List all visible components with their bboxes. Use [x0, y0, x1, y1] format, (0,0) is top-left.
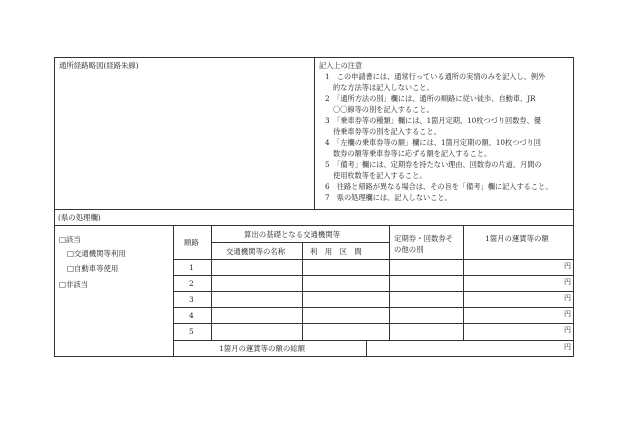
total-col-divider [366, 340, 367, 357]
row-number: 4 [189, 311, 194, 320]
usage-section-cell[interactable] [303, 260, 388, 275]
prefecture-title: (県の処理欄) [58, 213, 101, 222]
note-line: 2 「通所方法の別」欄には、通所の順路に従い徒歩、自動車、JR [325, 94, 536, 103]
notes-title: 記入上の注意 [319, 61, 363, 70]
route-sketch-title: 通所経路略図(経路朱線) [59, 61, 139, 70]
yen-unit: 円 [564, 326, 571, 334]
car-checkbox[interactable]: □自動車等使用 [67, 264, 119, 273]
row-number: 1 [189, 263, 194, 272]
total-fare-label: 1箇月の運賃等の額の総額 [219, 344, 306, 353]
note-line: 数券の額等乗車券等に応ずる額を記入すること。 [333, 149, 492, 158]
yen-unit: 円 [564, 343, 571, 351]
ticket-header: 定期券・回数券そ [394, 234, 454, 243]
route-notes-divider [314, 57, 315, 209]
route-sketch-area[interactable] [55, 72, 313, 208]
note-line: 〇〇線等の別を記入すること。 [333, 105, 434, 114]
note-line: 5 「備考」欄には、定期券を持たない理由、回数券の片道、月間の [325, 160, 542, 169]
row-number: 3 [189, 295, 194, 304]
yen-unit: 円 [564, 294, 571, 302]
note-line: 6 往路と帰路が異なる場合は、その旨を「備考」欄に記入すること。 [325, 182, 553, 191]
yen-unit: 円 [564, 262, 571, 270]
row-number: 5 [189, 327, 194, 336]
row-line [173, 291, 574, 292]
table-bottom-line [173, 340, 574, 341]
note-line: 使用枚数等を記入すること。 [333, 171, 427, 180]
note-line: 4 「左欄の乗車券等の額」欄には、1箇月定期の額、10枚つづり回 [325, 138, 541, 147]
ticket-type-cell[interactable] [390, 260, 462, 275]
note-line: 7 県の処理欄には、記入しないこと。 [325, 193, 452, 202]
monthly-fare-cell[interactable] [464, 260, 573, 275]
note-line: 1 この申請書には、通常行っている通所の実情のみを記入し、例外 [325, 72, 546, 81]
row-number: 2 [189, 279, 194, 288]
note-line: 的な方法等は記入しないこと。 [333, 83, 434, 92]
section-header: 利 用 区 間 [310, 247, 362, 256]
not-applicable-checkbox[interactable]: □非該当 [59, 280, 89, 289]
top-section-divider [54, 209, 574, 210]
name-header: 交通機関等の名称 [226, 247, 286, 256]
row-line [173, 307, 574, 308]
prefecture-divider [54, 225, 574, 226]
row-line [173, 275, 574, 276]
note-line: 3 「乗車券等の種類」欄には、1箇月定期、10枚つづり回数券、優 [325, 116, 541, 125]
basis-header-divider [211, 242, 389, 243]
order-header: 順路 [184, 238, 199, 247]
ticket-header: の他の別 [394, 245, 424, 254]
basis-header: 算出の基礎となる交通機関等 [244, 230, 341, 239]
yen-unit: 円 [564, 278, 571, 286]
note-line: 待乗車券等の別を記入すること。 [333, 127, 441, 136]
transit-checkbox[interactable]: □交通機関等利用 [67, 249, 126, 258]
yen-unit: 円 [564, 310, 571, 318]
monthly-fare-header: 1箇月の運賃等の額 [485, 234, 549, 243]
applicable-checkbox[interactable]: □該当 [59, 235, 81, 244]
transit-name-cell[interactable] [212, 260, 301, 275]
row-line [173, 323, 574, 324]
